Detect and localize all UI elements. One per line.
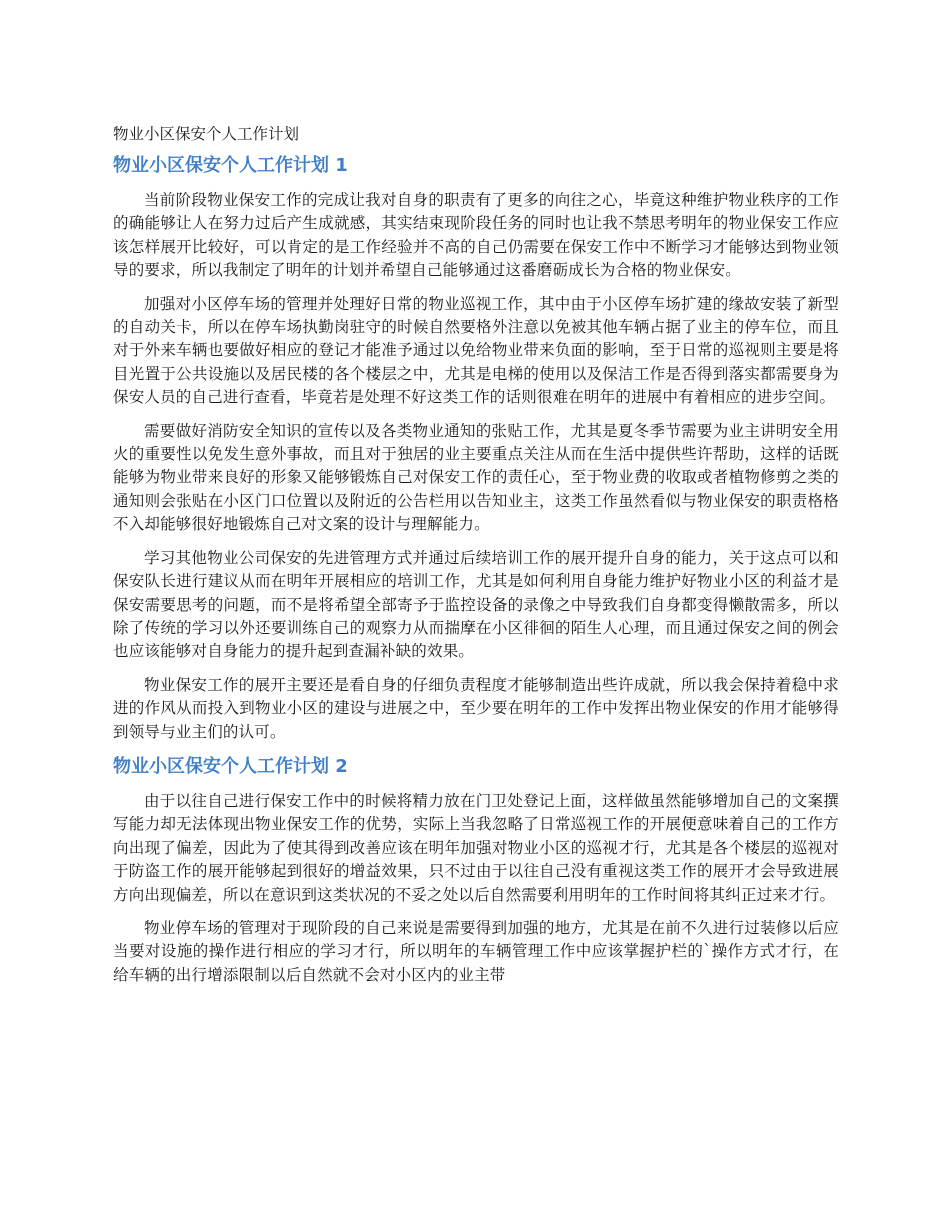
section-heading: 物业小区保安个人工作计划 1 <box>113 155 348 176</box>
section-2 <box>113 754 839 987</box>
paragraph: 物业停车场的管理对于现阶段的自己来说是需要得到加强的地方，尤其是在前不久进行过装修以后应当要对设施的操作进行相应的学习才行，所以明年的车辆管理工作中应该掌握护栏的`操作方式才行，在给车辆的出行增添限制以后自然就不会对小区内的业主带 <box>113 918 839 984</box>
paragraph: 需要做好消防安全知识的宣传以及各类物业通知的张贴工作，尤其是夏冬季节需要为业主讲明安全用火的重要性以免发生意外事故，而且对于独居的业主要重点关注从而在生活中提供些许帮助，这样的话既能够为物业带来良好的形象又能够锻炼自己对保安工作的责任心，至于物业费的收取或者植物修剪之类的通知则会张贴在小区门口位置以及附近的公告栏用以告知业主，这类工作虽然看似与物业保安的职责格格不入却能够很好地锻炼自己对文案的设计与理解能力。 <box>113 421 839 534</box>
paragraph: 由于以往自己进行保安工作中的时候将精力放在门卫处登记上面，这样做虽然能够增加自己的文案撰写能力却无法体现出物业保安工作的优势，实际上当我忽略了日常巡视工作的开展便意味着自己的工作方向出现了偏差，因此为了使其得到改善应该在明年加强对物业小区的巡视才行，尤其是各个楼层的巡视对于防盗工作的展开能够起到很好的增益效果，只不过由于以往自己没有重视这类工作的展开才会导致进展方向出现偏差，所以在意识到这类状况的不妥之处以后自然需要利用明年的工作时间将其纠正过来才行。 <box>113 791 839 904</box>
paragraph: 加强对小区停车场的管理并处理好日常的物业巡视工作，其中由于小区停车场扩建的缘故安装了新型的自动关卡，所以在停车场执勤岗驻守的时候自然要格外注意以免被其他车辆占据了业主的停车位，而且对于外来车辆也要做好相应的登记才能准予通过以免给物业带来负面的影响，至于日常的巡视则主要是将目光置于公共设施以及居民楼的各个楼层之中，尤其是电梯的使用以及保洁工作是否得到落实都需要身为保安人员的自己进行查看，毕竟若是处理不好这类工作的话则很难在明年的进展中有着相应的进步空间。 <box>113 294 839 407</box>
document-page <box>113 121 839 997</box>
paragraph: 当前阶段物业保安工作的完成让我对自身的职责有了更多的向往之心，毕竟这种维护物业秩序的工作的确能够让人在努力过后产生成就感，其实结束现阶段任务的同时也让我不禁思考明年的物业保安工作应该怎样展开比较好，可以肯定的是工作经验并不高的自己仍需要在保安工作中不断学习才能够达到物业领导的要求，所以我制定了明年的计划并希望自己能够通过这番磨砺成长为合格的物业保安。 <box>113 191 839 280</box>
section-heading: 物业小区保安个人工作计划 2 <box>113 755 348 777</box>
section-1 <box>113 153 839 744</box>
document-title: 物业小区保安个人工作计划 <box>113 125 300 143</box>
paragraph: 物业保安工作的展开主要还是看自身的仔细负责程度才能够制造出些许成就，所以我会保持着稳中求进的作风从而投入到物业小区的建设与进展之中，至少要在明年的工作中发挥出物业保安的作用才能够得到领导与业主们的认可。 <box>113 675 839 741</box>
paragraph: 学习其他物业公司保安的先进管理方式并通过后续培训工作的展开提升自身的能力，关于这点可以和保安队长进行建议从而在明年开展相应的培训工作，尤其是如何利用自身能力维护好物业小区的利益才是保安需要思考的问题，而不是将希望全部寄予于监控设备的录像之中导致我们自身都变得懒散需多，所以除了传统的学习以外还要训练自己的观察力从而揣摩在小区徘徊的陌生人心理，而且通过保安之间的例会也应该能够对自身能力的提升起到查漏补缺的效果。 <box>113 548 839 661</box>
